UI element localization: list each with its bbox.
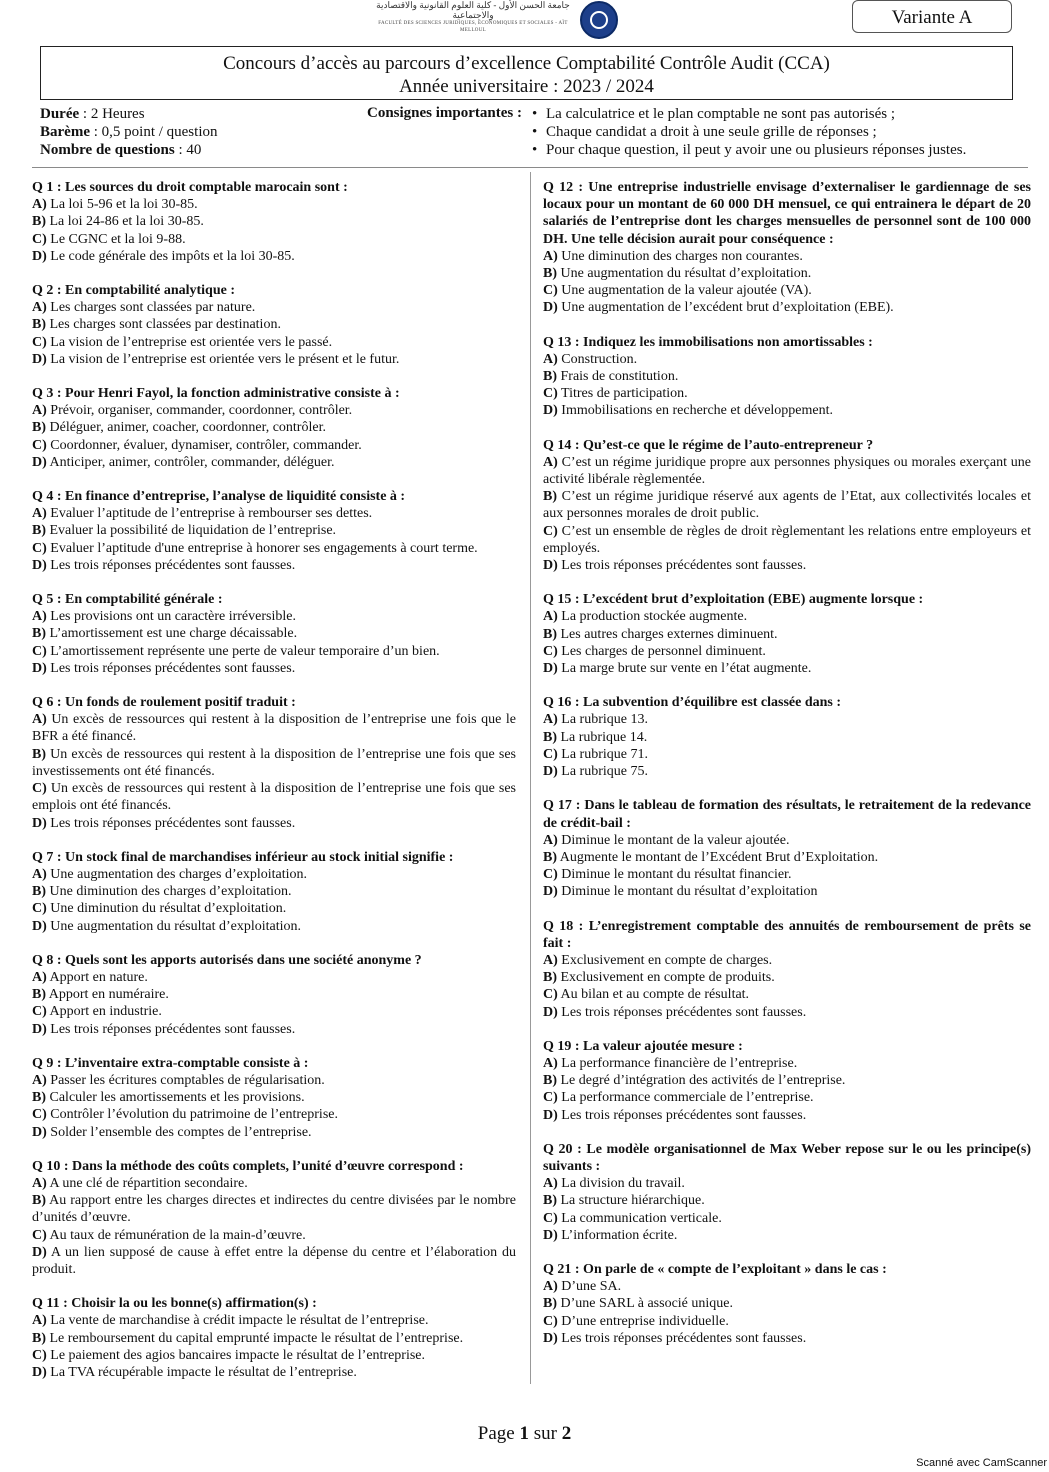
question-block	[543, 918, 1031, 1021]
exam-title-box	[40, 46, 1013, 100]
duration-info: Durée : 2 Heures	[40, 106, 145, 122]
question-block	[32, 1295, 516, 1381]
answer-option: D) Une augmentation du résultat d’exploitation.	[32, 918, 302, 934]
question-title: Q 10 : Dans la méthode des coûts complets, l’unité d’œuvre correspond :	[32, 1158, 464, 1174]
question-block	[543, 1261, 1031, 1347]
answer-option: A) Construction.	[543, 351, 638, 367]
instruction-item: • Pour chaque question, il peut y avoir une ou plusieurs réponses justes.	[532, 141, 966, 159]
instructions-list	[532, 105, 966, 159]
answer-option: C) L’amortissement représente une perte de valeur temporaire d’un bien.	[32, 643, 440, 659]
answer-option: B) Le remboursement du capital emprunté impacte le résultat de l’entreprise.	[32, 1330, 464, 1346]
academic-year: Année universitaire : 2023 / 2024	[399, 76, 654, 97]
answer-option: B) D’une SARL à associé unique.	[543, 1296, 733, 1312]
exam-title: Concours d’accès au parcours d’excellence Comptabilité Contrôle Audit (CCA)	[223, 53, 830, 74]
question-title: Q 16 : La subvention d’équilibre est classée dans :	[543, 695, 842, 711]
question-title: Q 17 : Dans le tableau de formation des résultats, le retraitement de la redevance de crédit-bail :	[543, 798, 1031, 831]
answer-option: B) La structure hiérarchique.	[543, 1193, 705, 1209]
answer-option: D) Les trois réponses précédentes sont fausses.	[32, 1021, 296, 1037]
answer-option: C) Un excès de ressources qui restent à la disposition de l’entreprise une fois que ses emplois ont été financés.	[32, 781, 516, 814]
answer-option: D) Solder l’ensemble des comptes de l’entreprise.	[32, 1124, 312, 1140]
question-block	[543, 1038, 1031, 1124]
question-block	[32, 591, 516, 677]
answer-option: D) Anticiper, animer, contrôler, commander, déléguer.	[32, 454, 335, 470]
question-block	[32, 282, 516, 368]
answer-option: A) Un excès de ressources qui restent à la disposition de l’entreprise une fois que le BFR a été financé.	[32, 712, 516, 745]
answer-option: C) Les charges de personnel diminuent.	[543, 643, 766, 659]
answer-option: D) Les trois réponses précédentes sont fausses.	[543, 1330, 807, 1346]
answer-option: D) Les trois réponses précédentes sont fausses.	[32, 815, 296, 831]
question-title: Q 11 : Choisir la ou les bonne(s) affirmation(s) :	[32, 1296, 317, 1312]
answer-option: D) Diminue le montant du résultat d’exploitation	[543, 884, 818, 900]
question-title: Q 8 : Quels sont les apports autorisés dans une société anonyme ?	[32, 952, 422, 968]
variant-label: Variante A	[852, 0, 1012, 33]
answer-option: B) Une augmentation du résultat d’exploitation.	[543, 266, 812, 282]
question-block	[543, 694, 1031, 780]
question-title: Q 19 : La valeur ajoutée mesure :	[543, 1038, 743, 1054]
answer-option: D) La marge brute sur vente en l’état augmente.	[543, 661, 812, 677]
question-title: Q 13 : Indiquez les immobilisations non amortissables :	[543, 334, 873, 350]
question-block	[32, 488, 516, 574]
answer-option: A) C’est un régime juridique propre aux personnes physiques ou morales exerçant une activité libérale règlementée.	[543, 454, 1031, 488]
answer-option: D) Une augmentation de l’excédent brut d’exploitation (EBE).	[543, 300, 894, 316]
answer-option: B) L’amortissement est une charge décaissable.	[32, 626, 298, 642]
question-title: Q 6 : Un fonds de roulement positif traduit :	[32, 695, 296, 711]
header-divider	[32, 167, 1028, 168]
answer-option: C) Apport en industrie.	[32, 1004, 162, 1020]
question-block	[543, 1141, 1031, 1244]
answer-option: D) Les trois réponses précédentes sont fausses.	[32, 660, 296, 676]
question-title: Q 3 : Pour Henri Fayol, la fonction administrative consiste à :	[32, 386, 400, 402]
question-title: Q 1 : Les sources du droit comptable marocain sont :	[32, 180, 348, 195]
column-divider	[530, 172, 531, 1384]
answer-option: A) Exclusivement en compte de charges.	[543, 952, 773, 968]
answer-option: C) C’est un ensemble de règles de droit règlementant les relations entre employeurs et employés.	[543, 523, 1031, 556]
answer-option: B) La loi 24-86 et la loi 30-85.	[32, 214, 204, 230]
question-block	[543, 179, 1031, 317]
answer-option: B) Un excès de ressources qui restent à la disposition de l’entreprise une fois que ses investissements ont été financés.	[32, 746, 516, 779]
answer-option: B) Augmente le montant de l’Excédent Brut d’Exploitation.	[543, 849, 879, 865]
answer-option: B) Les charges sont classées par destination.	[32, 317, 281, 333]
grading-info: Barème : 0,5 point / question	[40, 124, 218, 140]
answer-option: B) Calculer les amortissements et les provisions.	[32, 1090, 305, 1106]
question-block	[32, 849, 516, 935]
answer-option: D) L’information écrite.	[543, 1227, 678, 1243]
answer-option: A) Les charges sont classées par nature.	[32, 300, 256, 316]
page-header	[0, 0, 1049, 44]
answer-option: B) Une diminution des charges d’exploitation.	[32, 884, 292, 900]
answer-option: D) Les trois réponses précédentes sont fausses.	[543, 1107, 807, 1123]
question-title: Q 21 : On parle de « compte de l’exploitant » dans le cas :	[543, 1261, 887, 1277]
answer-option: D) Les trois réponses précédentes sont fausses.	[543, 558, 807, 574]
question-block	[543, 437, 1031, 575]
answer-option: A) Une diminution des charges non courantes.	[543, 248, 803, 264]
answer-option: A) Une augmentation des charges d’exploitation.	[32, 866, 308, 882]
answer-option: B) Evaluer la possibilité de liquidation de l’entreprise.	[32, 523, 337, 539]
answer-option: D) Le code générale des impôts et la loi 30-85.	[32, 248, 295, 264]
answer-option: C) Une augmentation de la valeur ajoutée (VA).	[543, 283, 812, 299]
answer-option: A) Evaluer l’aptitude de l’entreprise à rembourser ses dettes.	[32, 506, 373, 522]
answer-option: D) Immobilisations en recherche et développement.	[543, 403, 834, 419]
university-logo-icon	[580, 1, 618, 39]
answer-option: D) Les trois réponses précédentes sont fausses.	[32, 557, 296, 573]
question-title: Q 15 : L’excédent brut d’exploitation (EBE) augmente lorsque :	[543, 592, 924, 608]
answer-option: B) La rubrique 14.	[543, 729, 648, 745]
answer-option: C) Contrôler l’évolution du patrimoine de l’entreprise.	[32, 1107, 338, 1123]
question-title: Q 20 : Le modèle organisationnel de Max Weber repose sur le ou les principe(s) suivants :	[543, 1141, 1031, 1174]
answer-option: A) La performance financière de l’entreprise.	[543, 1055, 798, 1071]
answer-option: C) Evaluer l’aptitude d'une entreprise à honorer ses engagements à court terme.	[32, 540, 478, 556]
questions-left-column	[32, 179, 516, 1398]
question-title: Q 14 : Qu’est-ce que le régime de l’auto-entrepreneur ?	[543, 437, 874, 453]
question-block	[32, 385, 516, 471]
answer-option: A) Diminue le montant de la valeur ajoutée.	[543, 832, 790, 848]
page-footer: Page 1 sur 2	[477, 1423, 572, 1444]
answer-option: B) Le degré d’intégration des activités de l’entreprise.	[543, 1073, 846, 1089]
answer-option: D) La vision de l’entreprise est orientée vers le présent et le futur.	[32, 351, 400, 367]
answer-option: D) La rubrique 75.	[543, 764, 648, 780]
question-title: Q 4 : En finance d’entreprise, l’analyse de liquidité consiste à :	[32, 489, 406, 505]
answer-option: C) Une diminution du résultat d’exploitation.	[32, 901, 287, 917]
question-block	[32, 952, 516, 1038]
answer-option: D) A un lien supposé de cause à effet entre la dépense du centre et l’élaboration du produit.	[32, 1244, 516, 1277]
answer-option: B) Exclusivement en compte de produits.	[543, 970, 775, 986]
question-block	[32, 179, 516, 265]
question-title: Q 12 : Une entreprise industrielle envisage d’externaliser le gardiennage de ses locaux pour un montant de 60 000 DH mensuel, ce qui entrainera le départ de 20 salariés de l’entreprise dont les charges mensuelles de personnel sont de 100 000 DH. Une telle décision aurait pour conséquence :	[543, 180, 1031, 247]
answer-option: A) Apport en nature.	[32, 969, 148, 985]
question-block	[32, 1158, 516, 1278]
answer-option: A) La production stockée augmente.	[543, 609, 748, 625]
question-block	[543, 334, 1031, 420]
faculty-name-arabic: جامعة الحسن الأول - كلية العلوم القانونية والاقتصادية والاجتماعية	[376, 0, 570, 20]
answer-option: C) Diminue le montant du résultat financier.	[543, 867, 792, 883]
question-count-info: Nombre de questions : 40	[40, 142, 202, 158]
answer-option: C) La performance commerciale de l’entreprise.	[543, 1090, 814, 1106]
answer-option: C) La vision de l’entreprise est orientée vers le passé.	[32, 334, 333, 350]
question-title: Q 5 : En comptabilité générale :	[32, 592, 223, 608]
question-title: Q 18 : L’enregistrement comptable des annuités de remboursement de prêts se fait :	[543, 918, 1031, 951]
question-block	[543, 797, 1031, 900]
answer-option: B) Les autres charges externes diminuent.	[543, 626, 778, 642]
answer-option: C) Le paiement des agios bancaires impacte le résultat de l’entreprise.	[32, 1347, 426, 1363]
answer-option: C) D’une entreprise individuelle.	[543, 1313, 729, 1329]
answer-option: C) Coordonner, évaluer, dynamiser, contrôler, commander.	[32, 437, 362, 453]
answer-option: C) Le CGNC et la loi 9-88.	[32, 231, 186, 247]
instruction-item: • Chaque candidat a droit à une seule grille de réponses ;	[532, 123, 966, 141]
question-title: Q 7 : Un stock final de marchandises inférieur au stock initial signifie :	[32, 849, 454, 865]
answer-option: B) Apport en numéraire.	[32, 987, 169, 1003]
answer-option: C) Au bilan et au compte de résultat.	[543, 987, 750, 1003]
answer-option: A) Passer les écritures comptables de régularisation.	[32, 1072, 325, 1088]
question-block	[32, 694, 516, 832]
answer-option: C) La rubrique 71.	[543, 746, 648, 762]
answer-option: C) Au taux de rémunération de la main-d’œuvre.	[32, 1227, 306, 1243]
scanner-watermark: Scanné avec CamScanner	[916, 1457, 1047, 1469]
questions-right-column	[543, 179, 1031, 1364]
answer-option: C) La communication verticale.	[543, 1210, 722, 1226]
answer-option: A) La loi 5-96 et la loi 30-85.	[32, 197, 198, 213]
answer-option: B) Au rapport entre les charges directes et indirectes du centre divisées par le nombre d’unités d’œuvre.	[32, 1193, 516, 1226]
answer-option: B) Frais de constitution.	[543, 369, 679, 385]
answer-option: C) Titres de participation.	[543, 386, 688, 402]
answer-option: D) Les trois réponses précédentes sont fausses.	[543, 1004, 807, 1020]
faculty-name-french: FACULTÉ DES SCIENCES JURIDIQUES, ÉCONOMIQUES ET SOCIALES - AÏT MELLOUL	[378, 21, 568, 33]
answer-option: A) Prévoir, organiser, commander, coordonner, contrôler.	[32, 403, 353, 419]
answer-option: A) D’une SA.	[543, 1279, 622, 1295]
question-block	[543, 591, 1031, 677]
answer-option: B) Déléguer, animer, coacher, coordonner, contrôler.	[32, 420, 326, 436]
answer-option: A) Les provisions ont un caractère irréversible.	[32, 609, 296, 625]
question-title: Q 2 : En comptabilité analytique :	[32, 283, 236, 299]
question-block	[32, 1055, 516, 1141]
answer-option: D) La TVA récupérable impacte le résultat de l’entreprise.	[32, 1364, 357, 1380]
question-title: Q 9 : L’inventaire extra-comptable consiste à :	[32, 1055, 309, 1071]
instruction-item: • La calculatrice et le plan comptable ne sont pas autorisés ;	[532, 105, 966, 123]
faculty-banner	[368, 0, 578, 34]
answer-option: B) C’est un régime juridique réservé aux agents de l’Etat, aux collectivités locales et aux personnes morales de droit public.	[543, 489, 1031, 522]
answer-option: A) La vente de marchandise à crédit impacte le résultat de l’entreprise.	[32, 1313, 429, 1329]
answer-option: A) La rubrique 13.	[543, 712, 648, 728]
answer-option: A) La division du travail.	[543, 1176, 685, 1192]
answer-option: A) A une clé de répartition secondaire.	[32, 1175, 248, 1191]
instructions-label: Consignes importantes :	[367, 105, 523, 121]
